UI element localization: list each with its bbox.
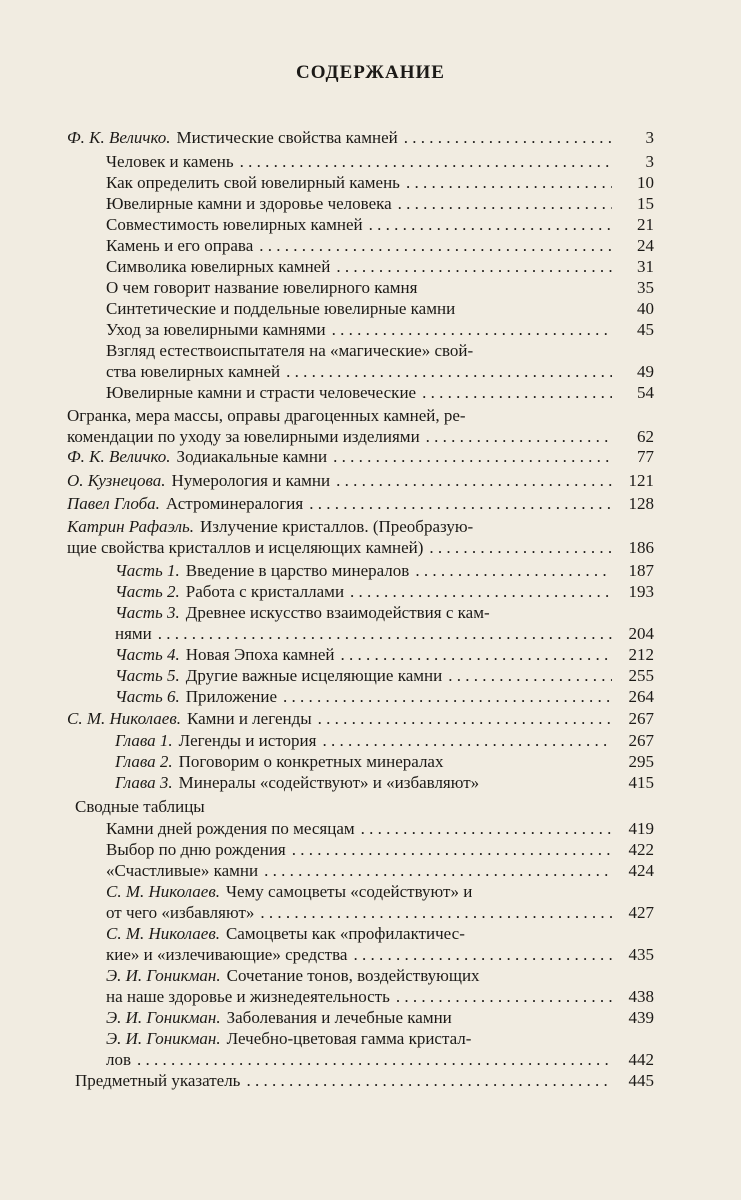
toc-entry-page-number: 15 bbox=[637, 194, 654, 213]
toc-entry-title bbox=[115, 772, 612, 793]
toc-entry bbox=[0, 277, 741, 298]
toc-entry-author: С. М. Николаев. bbox=[106, 882, 220, 901]
toc-entry-title bbox=[67, 446, 612, 467]
toc-entry-page-number: 3 bbox=[645, 152, 654, 171]
toc-entry-page-number: 3 bbox=[645, 128, 654, 147]
toc-entry-page-number: 415 bbox=[628, 773, 654, 792]
toc-entry-text: нями bbox=[115, 624, 152, 643]
dot-leader bbox=[258, 860, 612, 881]
toc-entry-text: Человек и камень bbox=[106, 152, 234, 171]
toc-entry-title bbox=[115, 623, 612, 644]
toc-entry-text: Излучение кристаллов. (Преобразую- bbox=[200, 517, 474, 536]
toc-entry-title bbox=[106, 986, 612, 1007]
dot-leader bbox=[442, 665, 612, 686]
toc-entry-title bbox=[106, 1028, 612, 1049]
toc-entry bbox=[0, 818, 741, 839]
toc-entry bbox=[0, 405, 741, 426]
toc-entry-text: Совместимость ювелирных камней bbox=[106, 215, 363, 234]
toc-entry-page-number: 121 bbox=[628, 471, 654, 490]
toc-entry bbox=[0, 256, 741, 277]
toc-entry-text: Как определить свой ювелирный камень bbox=[106, 173, 400, 192]
toc-entry bbox=[0, 602, 741, 623]
toc-entry-text: Лечебно-цветовая гамма кристал- bbox=[226, 1029, 472, 1048]
dot-leader bbox=[303, 493, 612, 514]
dot-leader bbox=[330, 470, 612, 491]
toc-entry-text: Камень и его оправа bbox=[106, 236, 254, 255]
toc-entry-author: С. М. Николаев. bbox=[67, 709, 181, 728]
toc-entry-page-number: 424 bbox=[628, 861, 654, 880]
toc-entry-title bbox=[106, 151, 612, 172]
toc-entry-text: Мистические свойства камней bbox=[176, 128, 398, 147]
toc-entry-title bbox=[106, 923, 612, 944]
toc-entry-page-number: 204 bbox=[628, 624, 654, 643]
toc-entry-text: от чего «избавляют» bbox=[106, 903, 255, 922]
toc-entry-page-number: 49 bbox=[637, 362, 654, 381]
toc-entry-text: Другие важные исцеляющие камни bbox=[185, 666, 443, 685]
toc-entry-title bbox=[67, 516, 612, 537]
toc-entry-page-number: 186 bbox=[628, 538, 654, 557]
toc-entry-author: Ф. К. Величко. bbox=[67, 128, 171, 147]
toc-entry-author: Часть 1. bbox=[115, 561, 180, 580]
dot-leader bbox=[152, 623, 612, 644]
toc-entry-title bbox=[106, 235, 612, 256]
dot-leader bbox=[131, 1049, 612, 1070]
toc-entry-title bbox=[106, 881, 612, 902]
toc-entry-page-number: 31 bbox=[637, 257, 654, 276]
toc-entry bbox=[0, 1007, 741, 1028]
toc-entry bbox=[0, 446, 741, 467]
toc-entry-text: Выбор по дню рождения bbox=[106, 840, 286, 859]
toc-entry bbox=[0, 986, 741, 1007]
toc-entry bbox=[0, 537, 741, 558]
toc-entry-text: Минералы «содействуют» и «избавляют» bbox=[178, 773, 480, 792]
toc-entry bbox=[0, 623, 741, 644]
toc-entry-page-number: 62 bbox=[637, 427, 654, 446]
toc-entry-page-number: 77 bbox=[637, 447, 654, 466]
dot-leader bbox=[253, 235, 612, 256]
toc-entry-page-number: 45 bbox=[637, 320, 654, 339]
dot-leader bbox=[400, 172, 612, 193]
toc-entry-text: ства ювелирных камней bbox=[106, 362, 281, 381]
toc-entry-text: О чем говорит название ювелирного камня bbox=[106, 278, 418, 297]
toc-entry-text: Новая Эпоха камней bbox=[185, 645, 335, 664]
toc-entry bbox=[0, 751, 741, 772]
toc-entry-text: Уход за ювелирными камнями bbox=[106, 320, 326, 339]
toc-entry bbox=[0, 361, 741, 382]
toc-entry-title bbox=[106, 965, 612, 986]
toc-entry bbox=[0, 516, 741, 537]
dot-leader bbox=[335, 644, 613, 665]
toc-entry-title bbox=[75, 1070, 612, 1091]
toc-entry bbox=[0, 214, 741, 235]
toc-entry-title bbox=[106, 902, 612, 923]
toc-entry-page-number: 267 bbox=[628, 709, 654, 728]
toc-entry-title bbox=[106, 277, 612, 298]
toc-entry bbox=[0, 127, 741, 148]
toc-entry-author: Павел Глоба. bbox=[67, 494, 160, 513]
toc-entry-text: Ювелирные камни и страсти человеческие bbox=[106, 383, 417, 402]
dot-leader bbox=[344, 581, 612, 602]
toc-entry-title bbox=[67, 405, 612, 426]
toc-entry-page-number: 264 bbox=[628, 687, 654, 706]
toc-entry-author: Катрин Рафаэль. bbox=[67, 517, 195, 536]
toc-entry-title bbox=[106, 214, 612, 235]
toc-entry bbox=[0, 686, 741, 707]
toc-entry-page-number: 419 bbox=[628, 819, 654, 838]
dot-leader bbox=[347, 944, 612, 965]
toc-entry bbox=[0, 560, 741, 581]
toc-entry-page-number: 442 bbox=[628, 1050, 654, 1069]
toc-entry-text: Поговорим о конкретных минералах bbox=[178, 752, 444, 771]
toc-entry-text: Предметный указатель bbox=[75, 1071, 241, 1090]
toc-entry-title bbox=[67, 127, 612, 148]
toc-entry-title bbox=[115, 581, 612, 602]
toc-entry-title bbox=[106, 1007, 612, 1028]
toc-entry bbox=[0, 772, 741, 793]
dot-leader bbox=[327, 446, 612, 467]
toc-entry-author: Часть 3. bbox=[115, 603, 180, 622]
toc-entry-title bbox=[106, 860, 612, 881]
dot-leader bbox=[280, 361, 612, 382]
toc-entry-title bbox=[106, 256, 612, 277]
dot-leader bbox=[423, 537, 612, 558]
toc-entry-title bbox=[106, 193, 612, 214]
toc-entry bbox=[0, 319, 741, 340]
toc-entry bbox=[0, 708, 741, 729]
dot-leader bbox=[254, 902, 612, 923]
toc-entry-text: Самоцветы как «профилактичес- bbox=[225, 924, 465, 943]
toc-entry-title bbox=[115, 751, 612, 772]
dot-leader bbox=[390, 986, 612, 1007]
toc-entry bbox=[0, 426, 741, 447]
toc-entry-text: щие свойства кристаллов и исцеляющих камней) bbox=[67, 538, 424, 557]
toc-entry bbox=[0, 581, 741, 602]
toc-entry-title bbox=[115, 602, 612, 623]
toc-entry-text: Взгляд естествоиспытателя на «магические» свой- bbox=[106, 341, 474, 360]
toc-entry bbox=[0, 193, 741, 214]
toc-entry-title bbox=[106, 839, 612, 860]
dot-leader bbox=[234, 151, 612, 172]
toc-entry-page-number: 21 bbox=[637, 215, 654, 234]
toc-entry-author: Глава 1. bbox=[115, 731, 173, 750]
toc-entry-page-number: 295 bbox=[628, 752, 654, 771]
toc-entry-text: Камни и легенды bbox=[186, 709, 312, 728]
toc-entry-page-number: 10 bbox=[637, 173, 654, 192]
dot-leader bbox=[240, 1070, 612, 1091]
toc-entry bbox=[0, 235, 741, 256]
toc-entry-author: С. М. Николаев. bbox=[106, 924, 220, 943]
toc-entry bbox=[0, 881, 741, 902]
dot-leader bbox=[330, 256, 612, 277]
toc-entry-title bbox=[106, 319, 612, 340]
toc-entry-text: Сочетание тонов, воздействующих bbox=[226, 966, 480, 985]
toc-entry bbox=[0, 730, 741, 751]
toc-entry bbox=[0, 470, 741, 491]
toc-entry-title bbox=[106, 944, 612, 965]
toc-entry-page-number: 267 bbox=[628, 731, 654, 750]
toc-entry-text: Зодиакальные камни bbox=[176, 447, 328, 466]
toc-entry-page-number: 24 bbox=[637, 236, 654, 255]
dot-leader bbox=[286, 839, 612, 860]
toc-entry-author: Ф. К. Величко. bbox=[67, 447, 171, 466]
toc-entry-text: Чему самоцветы «содействуют» и bbox=[225, 882, 473, 901]
toc-entry bbox=[0, 644, 741, 665]
toc-entry-author: Часть 6. bbox=[115, 687, 180, 706]
toc-entry-text: Нумерология и камни bbox=[171, 471, 331, 490]
toc-entry-page-number: 35 bbox=[637, 278, 654, 297]
toc-entry bbox=[0, 965, 741, 986]
toc-entry-page-number: 435 bbox=[628, 945, 654, 964]
toc-entry bbox=[0, 944, 741, 965]
toc-entry-text: Приложение bbox=[185, 687, 278, 706]
toc-entry bbox=[0, 172, 741, 193]
toc-entry-author: О. Кузнецова. bbox=[67, 471, 166, 490]
toc-entry-text: Заболевания и лечебные камни bbox=[226, 1008, 452, 1027]
toc-entry-page-number: 128 bbox=[628, 494, 654, 513]
toc-entry-text: Ювелирные камни и здоровье человека bbox=[106, 194, 392, 213]
dot-leader bbox=[392, 193, 612, 214]
toc-entry bbox=[0, 902, 741, 923]
toc-entry-title bbox=[67, 493, 612, 514]
toc-entry-title bbox=[115, 644, 612, 665]
toc-entry-title bbox=[75, 796, 612, 817]
toc-entry-author: Э. И. Гоникман. bbox=[106, 966, 221, 985]
toc-entry-text: Астроминералогия bbox=[165, 494, 304, 513]
toc-entry-title bbox=[106, 382, 612, 403]
toc-entry-title bbox=[67, 470, 612, 491]
toc-entry-text: комендации по уходу за ювелирными изделиями bbox=[67, 427, 420, 446]
toc-entry-text: Символика ювелирных камней bbox=[106, 257, 331, 276]
toc-entry-title bbox=[115, 730, 612, 751]
toc-entry-text: на наше здоровье и жизнедеятельность bbox=[106, 987, 390, 1006]
toc-entry-title bbox=[106, 340, 612, 361]
dot-leader bbox=[398, 127, 612, 148]
dot-leader bbox=[363, 214, 612, 235]
toc-entry-page-number: 212 bbox=[628, 645, 654, 664]
toc-entry bbox=[0, 796, 741, 817]
toc-entry-text: Камни дней рождения по месяцам bbox=[106, 819, 355, 838]
dot-leader bbox=[416, 382, 612, 403]
toc-entry-text: «Счастливые» камни bbox=[106, 861, 259, 880]
toc-entry-page-number: 187 bbox=[628, 561, 654, 580]
toc-entry-title bbox=[115, 560, 612, 581]
toc-entry-text: Работа с кристаллами bbox=[185, 582, 345, 601]
toc-entry bbox=[0, 493, 741, 514]
dot-leader bbox=[409, 560, 612, 581]
toc-entry-title bbox=[67, 708, 612, 729]
toc-entry bbox=[0, 298, 741, 319]
dot-leader bbox=[355, 818, 612, 839]
toc-entry-page-number: 422 bbox=[628, 840, 654, 859]
toc-entry-page-number: 439 bbox=[628, 1008, 654, 1027]
toc-entry-title bbox=[115, 665, 612, 686]
toc-entry bbox=[0, 382, 741, 403]
toc-entry bbox=[0, 1028, 741, 1049]
toc-entry-page-number: 193 bbox=[628, 582, 654, 601]
toc-entry-text: лов bbox=[106, 1050, 132, 1069]
toc-entry-title bbox=[106, 818, 612, 839]
toc-entry bbox=[0, 1049, 741, 1070]
toc-entry-title bbox=[115, 686, 612, 707]
toc-entry-text: Огранка, мера массы, оправы драгоценных камней, ре- bbox=[67, 406, 466, 425]
dot-leader bbox=[277, 686, 612, 707]
toc-entry-title bbox=[67, 537, 612, 558]
toc-entry-text: Сводные таблицы bbox=[75, 797, 205, 816]
toc-entry-page-number: 40 bbox=[637, 299, 654, 318]
toc-entry-title bbox=[106, 1049, 612, 1070]
toc-entry-page-number: 438 bbox=[628, 987, 654, 1006]
toc-entry-title bbox=[106, 172, 612, 193]
toc-entry bbox=[0, 1070, 741, 1091]
toc-entry-text: Легенды и история bbox=[178, 731, 317, 750]
toc-entry bbox=[0, 923, 741, 944]
toc-entry bbox=[0, 860, 741, 881]
toc-entry-author: Глава 3. bbox=[115, 773, 173, 792]
toc-entry-author: Глава 2. bbox=[115, 752, 173, 771]
toc-entry-text: Введение в царство минералов bbox=[185, 561, 410, 580]
dot-leader bbox=[420, 426, 612, 447]
toc-entry-author: Э. И. Гоникман. bbox=[106, 1029, 221, 1048]
toc-entry-author: Э. И. Гоникман. bbox=[106, 1008, 221, 1027]
toc-entry-author: Часть 2. bbox=[115, 582, 180, 601]
toc-entry bbox=[0, 340, 741, 361]
toc-entry-title bbox=[106, 361, 612, 382]
toc-entry-page-number: 54 bbox=[637, 383, 654, 402]
toc-entry-page-number: 255 bbox=[628, 666, 654, 685]
toc-entry bbox=[0, 151, 741, 172]
toc-entry-page-number: 427 bbox=[628, 903, 654, 922]
dot-leader bbox=[312, 708, 612, 729]
toc-entry-author: Часть 4. bbox=[115, 645, 180, 664]
toc-entry-title bbox=[106, 298, 612, 319]
dot-leader bbox=[326, 319, 612, 340]
toc-entry-text: Синтетические и поддельные ювелирные камни bbox=[106, 299, 456, 318]
toc-entry bbox=[0, 665, 741, 686]
toc-entry-text: кие» и «излечивающие» средства bbox=[106, 945, 348, 964]
toc-entry bbox=[0, 839, 741, 860]
dot-leader bbox=[316, 730, 612, 751]
page-title: СОДЕРЖАНИЕ bbox=[296, 62, 445, 83]
toc-entry-title bbox=[67, 426, 612, 447]
toc-entry-text: Древнее искусство взаимодействия с кам- bbox=[185, 603, 490, 622]
toc-entry-page-number: 445 bbox=[628, 1071, 654, 1090]
toc-entry-author: Часть 5. bbox=[115, 666, 180, 685]
